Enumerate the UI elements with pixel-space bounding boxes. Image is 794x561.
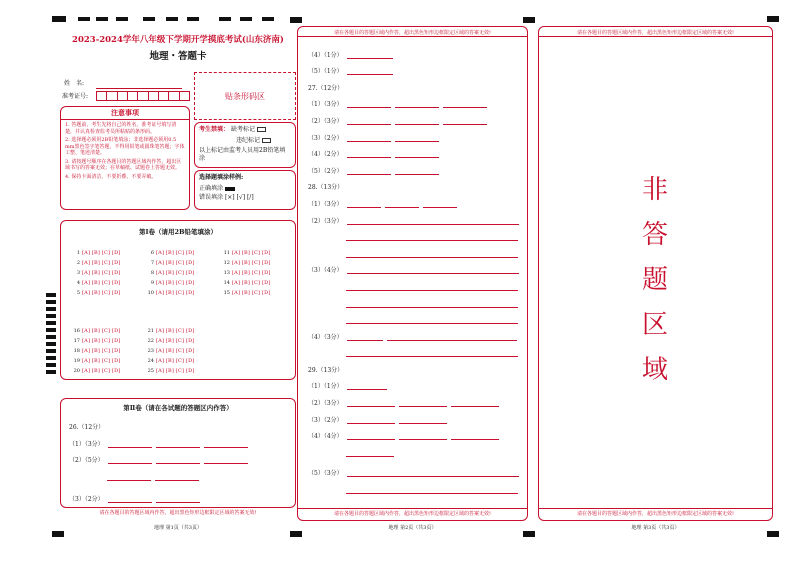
top-timing-mark [240, 17, 252, 21]
q28-extra-line[interactable] [308, 291, 522, 308]
note-item: 1. 答题前，考生先将自己的姓名，准考证号填写清楚，并认真检查监考员所粘贴的条形码。 [65, 122, 177, 135]
q27-part[interactable]: （4）（2分） [308, 142, 522, 159]
mc-question-4[interactable]: 4 [A] [B] [C] [D] [76, 280, 121, 286]
top-timing-mark [767, 16, 779, 22]
q27-part[interactable]: （3）（2分） [308, 125, 522, 142]
notes-panel [60, 106, 190, 210]
q29-part[interactable]: （5）（3分） [308, 461, 522, 478]
q28-heading: 28.（13分） [308, 184, 344, 192]
q25-part[interactable]: （5）（1分） [308, 59, 522, 76]
id-label: 准考证号: [62, 93, 89, 100]
exam-subtitle: 地理・答题卡 [149, 51, 207, 62]
q26-heading: 26.（12分） [69, 424, 105, 431]
mc-question-16[interactable]: 16 [A] [B] [C] [D] [73, 328, 121, 334]
section1-title: 第Ⅰ卷（请用2B铅笔填涂） [138, 228, 218, 236]
note-item: 4. 保持卡面清洁，不要折叠、不要弄破。 [65, 173, 157, 180]
mc-question-23[interactable]: 23 [A] [B] [C] [D] [147, 348, 195, 354]
mc-question-2[interactable]: 2 [A] [B] [C] [D] [76, 260, 121, 266]
warning-p2-top: 请在各题目的答题区域内作答，超出黑色矩形边框限定区域的答案无效! [333, 30, 491, 36]
q27-part[interactable]: （1）（3分） [308, 92, 522, 109]
exam-status-panel: 考生禁填： 缺考标记 违纪标记 以上标记由监考人员用2B铅笔填涂 [194, 122, 296, 168]
section2-title: 第Ⅱ卷（请在各试题的答题区内作答） [123, 404, 233, 412]
note-item: 2. 选择题必须用2B铅笔填涂；非选择题必须用0.5 mm黑色签字笔答题，不得用铅笔或圆珠笔答题；字体工整、笔迹清楚。 [65, 137, 185, 156]
bottom-timing-mark [767, 531, 779, 537]
mc-question-9[interactable]: 9 [A] [B] [C] [D] [150, 280, 195, 286]
q29-heading: 29.（13分） [308, 366, 344, 374]
top-timing-mark [262, 17, 274, 21]
top-timing-mark [143, 17, 155, 21]
section1-panel [60, 220, 296, 380]
q27-heading: 27.（12分） [308, 84, 344, 92]
mc-question-12[interactable]: 12 [A] [B] [C] [D] [223, 260, 271, 266]
footer-p1: 地理 第1页（共3页） [154, 525, 202, 531]
q28-part[interactable]: （3）（4分） [308, 258, 522, 275]
top-timing-mark [96, 17, 108, 21]
q29-extra-line[interactable] [308, 440, 522, 457]
top-timing-mark [290, 17, 302, 23]
mc-question-5[interactable]: 5 [A] [B] [C] [D] [76, 290, 121, 296]
warning-p3-bottom: 请在各题目的答题区域内作答，超出黑色矩形边框限定区域的答案无效! [576, 511, 734, 517]
mc-question-17[interactable]: 17 [A] [B] [C] [D] [73, 338, 121, 344]
top-timing-mark [523, 17, 535, 23]
mc-question-21[interactable]: 21 [A] [B] [C] [D] [147, 328, 195, 334]
warning-p1: 请在各题目的答题区域内作答，超出黑色矩形边框限定区域的答案无效! [99, 510, 257, 516]
q25-part[interactable]: （4）（1分） [308, 42, 522, 59]
q26-extra-line[interactable] [69, 464, 287, 481]
mc-question-14[interactable]: 14 [A] [B] [C] [D] [223, 280, 271, 286]
footer-p3: 地理 第3页（共3页） [631, 525, 680, 531]
mc-question-24[interactable]: 24 [A] [B] [C] [D] [147, 358, 195, 364]
absent-box[interactable] [257, 127, 266, 132]
q28-part[interactable]: （4）（3分） [308, 324, 522, 341]
violation-box[interactable] [262, 138, 271, 143]
page2-content [308, 42, 522, 494]
mc-question-7[interactable]: 7 [A] [B] [C] [D] [150, 260, 195, 266]
id-boxes[interactable] [96, 91, 190, 101]
exam-status-note: 以上标记由监考人员用2B铅笔填涂 [199, 147, 286, 163]
section2-panel [60, 398, 296, 508]
q29-part[interactable]: （1）（1分） [308, 374, 522, 391]
mc-grid [61, 239, 295, 374]
fill-example-panel: 选择题填涂样例: 正确填涂 错误填涂 [×] [√] [/] [194, 170, 296, 210]
exam-title: 2023-2024学年八年级下学期开学摸底考试(山东济南) [72, 35, 284, 45]
no-answer-zone-label: 非 答 题 区 域 [641, 175, 668, 385]
mc-question-19[interactable]: 19 [A] [B] [C] [D] [73, 358, 121, 364]
top-timing-mark [187, 17, 199, 21]
warning-p3-top: 请在各题目的答题区域内作答，超出黑色矩形边框限定区域的答案无效! [576, 30, 734, 36]
mc-question-25[interactable]: 25 [A] [B] [C] [D] [147, 368, 195, 374]
notes-title: 注意事项 [61, 107, 189, 120]
q27-part[interactable]: （5）（2分） [308, 158, 522, 175]
q26-part[interactable]: （1）（3分） [69, 431, 287, 448]
mc-question-15[interactable]: 15 [A] [B] [C] [D] [223, 290, 271, 296]
q28-extra-line[interactable] [308, 225, 522, 242]
name-line[interactable] [96, 88, 182, 89]
q26-part[interactable]: （3）（2分） [69, 487, 287, 504]
barcode-area: 贴条形码区 [194, 72, 296, 120]
q27-part[interactable]: （2）（3分） [308, 108, 522, 125]
mc-question-22[interactable]: 22 [A] [B] [C] [D] [147, 338, 195, 344]
top-timing-mark [219, 17, 231, 21]
warning-p2-bottom: 请在各题目的答题区域内作答，超出黑色矩形边框限定区域的答案无效! [333, 511, 491, 517]
correct-fill-sample [225, 187, 235, 191]
note-item: 3. 请按题号顺序在各题目的答题区域内作答，超出区域书写的答案无效；在草稿纸、试题卷上答题无效。 [65, 158, 182, 171]
q28-part[interactable]: （2）（3分） [308, 208, 522, 225]
q26-part[interactable]: （2）（5分） [69, 448, 287, 465]
top-timing-mark [116, 17, 128, 21]
top-timing-mark [166, 17, 178, 21]
mc-question-3[interactable]: 3 [A] [B] [C] [D] [76, 270, 121, 276]
mc-question-8[interactable]: 8 [A] [B] [C] [D] [150, 270, 195, 276]
q29-part[interactable]: （2）（3分） [308, 390, 522, 407]
q28-part[interactable]: （1）（3分） [308, 191, 522, 208]
top-timing-mark [52, 16, 66, 22]
q28-extra-line[interactable] [308, 274, 522, 291]
mc-question-1[interactable]: 1 [A] [B] [C] [D] [76, 250, 121, 256]
mc-question-6[interactable]: 6 [A] [B] [C] [D] [150, 250, 195, 256]
mc-question-18[interactable]: 18 [A] [B] [C] [D] [73, 348, 121, 354]
name-label: 姓 名: [64, 80, 85, 87]
q28-extra-line[interactable] [308, 341, 522, 358]
mc-question-13[interactable]: 13 [A] [B] [C] [D] [223, 270, 271, 276]
q29-part[interactable]: （4）（4分） [308, 424, 522, 441]
q28-extra-line[interactable] [308, 308, 522, 325]
mc-question-20[interactable]: 20 [A] [B] [C] [D] [73, 368, 121, 374]
q29-extra-line[interactable] [308, 477, 522, 494]
mc-question-11[interactable]: 11 [A] [B] [C] [D] [223, 250, 271, 256]
footer-p2: 地理 第2页（共3页） [388, 525, 437, 531]
top-timing-mark [78, 17, 90, 21]
q28-extra-line[interactable] [308, 241, 522, 258]
mc-question-10[interactable]: 10 [A] [B] [C] [D] [147, 290, 195, 296]
bottom-timing-mark [523, 531, 535, 537]
q29-part[interactable]: （3）（2分） [308, 407, 522, 424]
bottom-timing-mark [52, 531, 64, 537]
bottom-timing-mark [290, 531, 302, 537]
